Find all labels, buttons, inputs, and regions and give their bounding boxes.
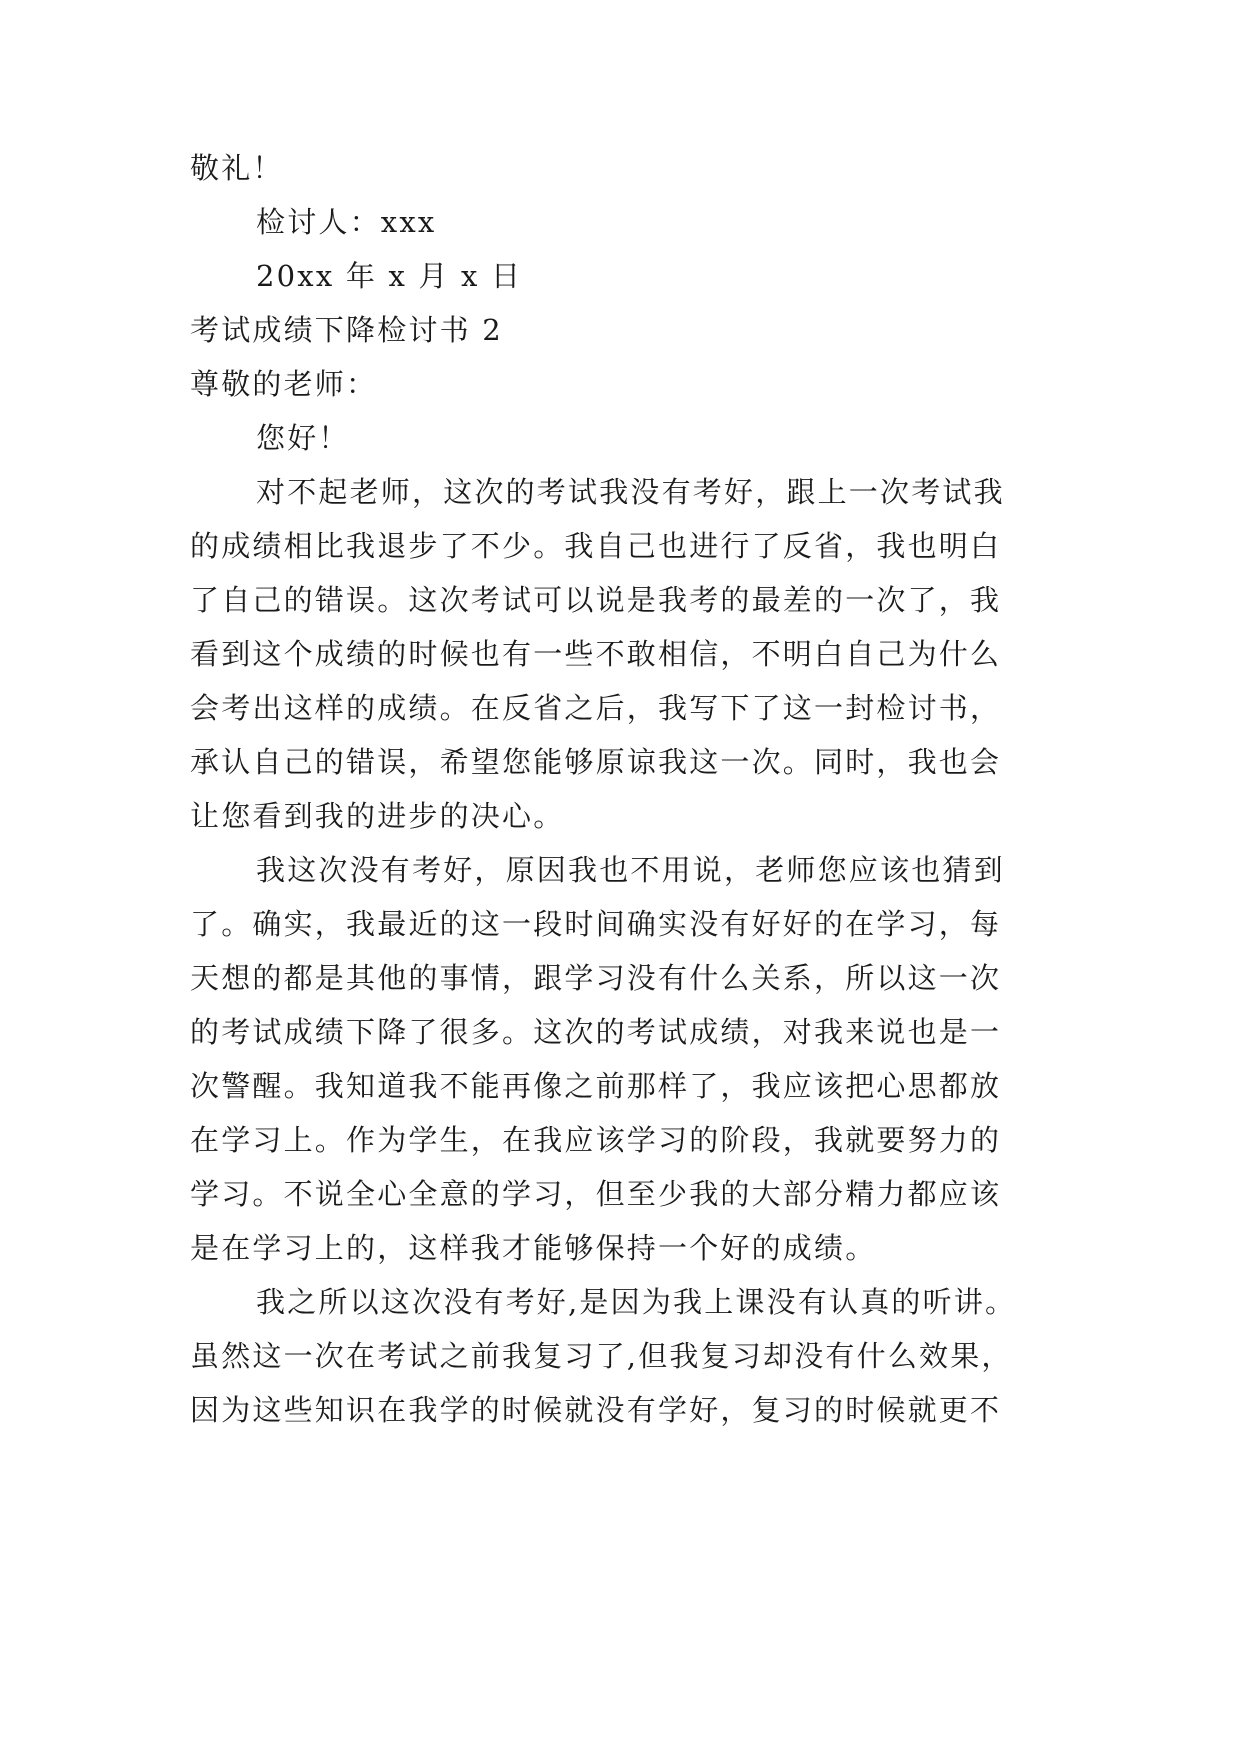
paragraph-line: 看到这个成绩的时候也有一些不敢相信，不明白自己为什么: [190, 637, 1002, 671]
paragraph-line: 学习。不说全心全意的学习，但至少我的大部分精力都应该: [190, 1177, 1002, 1211]
paragraph-line: 天想的都是其他的事情，跟学习没有什么关系，所以这一次: [190, 961, 1002, 995]
paragraph-line: 的考试成绩下降了很多。这次的考试成绩，对我来说也是一: [190, 1015, 1002, 1049]
greeting: 您好！: [256, 421, 350, 455]
paragraph-line: 次警醒。我知道我不能再像之前那样了，我应该把心思都放: [190, 1069, 1002, 1103]
date-line: 20xx 年 x 月 x 日: [256, 259, 523, 293]
paragraph-line: 的成绩相比我退步了不少。我自己也进行了反省，我也明白: [190, 529, 1002, 563]
paragraph-line: 在学习上。作为学生，在我应该学习的阶段，我就要努力的: [190, 1123, 1002, 1157]
paragraph-line: 了。确实，我最近的这一段时间确实没有好好的在学习，每: [190, 907, 1002, 941]
paragraph-line: 我这次没有考好，原因我也不用说，老师您应该也猜到: [256, 853, 1005, 887]
signer-line: 检讨人：xxx: [256, 205, 437, 239]
paragraph-line: 了自己的错误。这次考试可以说是我考的最差的一次了，我: [190, 583, 1002, 617]
paragraph-line: 我之所以这次没有考好,是因为我上课没有认真的听讲。: [256, 1285, 1017, 1319]
paragraph-line: 让您看到我的进步的决心。: [190, 799, 565, 833]
addressee: 尊敬的老师：: [190, 367, 378, 401]
paragraph-line: 对不起老师，这次的考试我没有考好，跟上一次考试我: [256, 475, 1005, 509]
paragraph-line: 会考出这样的成绩。在反省之后，我写下了这一封检讨书，: [190, 691, 1002, 725]
paragraph-line: 承认自己的错误，希望您能够原谅我这一次。同时，我也会: [190, 745, 1002, 779]
document-title: 考试成绩下降检讨书 2: [190, 313, 503, 347]
paragraph-line: 是在学习上的，这样我才能够保持一个好的成绩。: [190, 1231, 877, 1265]
paragraph-line: 虽然这一次在考试之前我复习了,但我复习却没有什么效果，: [190, 1339, 1013, 1373]
closing-salute: 敬礼！: [190, 151, 284, 185]
paragraph-line: 因为这些知识在我学的时候就没有学好，复习的时候就更不: [190, 1393, 1002, 1427]
